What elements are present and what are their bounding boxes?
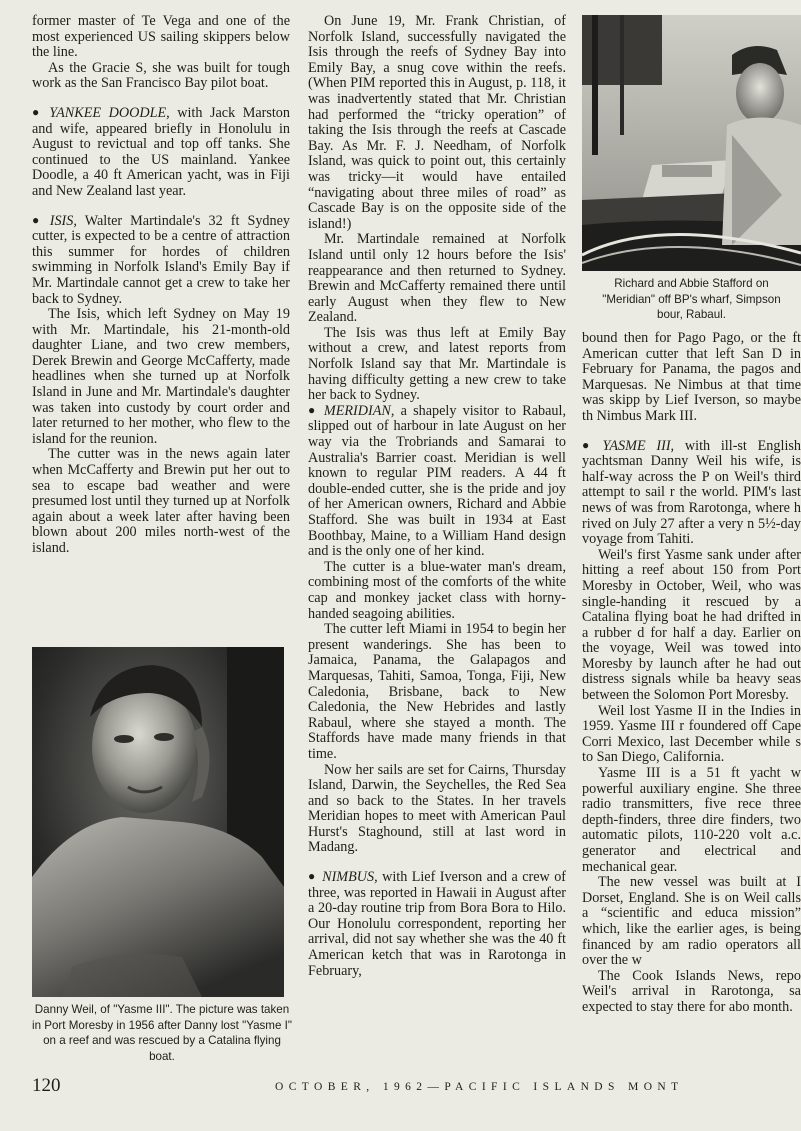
article-column-3	[582, 331, 801, 1016]
section-heading: MERIDIAN,	[323, 402, 395, 419]
bullet-icon: ●	[582, 437, 597, 452]
section-heading: NIMBUS,	[322, 869, 378, 886]
bullet-icon: ●	[308, 402, 318, 417]
paragraph: On June 19, Mr. Frank Christian, of Norfolk Island, successfully navigated the Isis through the reefs of Sydney Bay into Emily Bay, a snug cove within the reefs. (When PIM reported this in August, p. 118, it was inadvertently stated that Mr. Christian had performed the “tricky operation” of taking the Isis through the reefs at Cascade Bay. As Mr. F. J. Needham, of Norfolk Island, was quick to point out, this certainly was tricky—it would have entailed “navigating about three miles of road” as Cascade Bay is on the opposite side of the island!)	[308, 13, 566, 232]
paragraph: Mr. Martindale remained at Norfolk Island until only 12 hours before the Isis' reappearance and then returned to Sydney. Brewin and McCafferty remained there until early August when they flew to New Zealand.	[308, 231, 566, 326]
photo-caption-stafford	[582, 276, 801, 323]
paragraph-text: with ill-st English yachtsman Danny Weil his wife, is half-way across the P on Weil's third attempt to sail r the world. PIM's last news of was from Rarotonga, where h rived on July 27 after a very n 5½-day voyage from Tahiti.	[582, 437, 801, 548]
section-heading: YASME III,	[602, 437, 675, 454]
article-column-2	[308, 14, 566, 979]
section-heading: ISIS,	[49, 212, 77, 229]
bullet-icon: ●	[32, 212, 44, 227]
paragraph: As the Gracie S, she was built for tough work as the San Francisco Bay pilot boat.	[32, 59, 290, 92]
section-heading: YANKEE DOODLE,	[49, 104, 170, 121]
photo-danny-weil	[32, 647, 284, 997]
paragraph: The Isis was thus left at Emily Bay without a crew, and latest reports from Norfolk Island say that Mr. Martindale is having difficulty getting a new crew to take her back to Sydney.	[308, 324, 566, 404]
paragraph: The Cook Islands News, repo Weil's arrival in Rarotonga, sa expected to stay there for abo month.	[582, 967, 801, 1015]
article-column-1	[32, 14, 290, 557]
caption-line: bour, Rabaul.	[657, 308, 726, 322]
caption-line: Richard and Abbie Stafford on	[614, 277, 769, 290]
paragraph-meridian	[308, 404, 566, 560]
page-number: 120	[32, 1075, 61, 1096]
paragraph: Now her sails are set for Cairns, Thursday Island, Darwin, the Seychelles, the Red Sea and so back to the States. In her travels Meridian hopes to meet with American Paul Hurst's Staghound, still at last word in Madang.	[308, 761, 566, 856]
paragraph-text: with Lief Iverson and a crew of three, was reported in Hawaii in August after a 20-day routine trip from Bora Bora to Hilo. Our Honolulu correspondent, reporting her arrival, did not say whether she was the 40 ft American ketch that was in Rarotonga in February,	[308, 869, 567, 979]
page-footer	[32, 1075, 801, 1101]
bullet-icon: ●	[32, 104, 44, 119]
paragraph-text: with Jack Marston and wife, appeared briefly in Honolulu in August to revictual and top off tanks. She continued to the US mainland. Yankee Doodle, a 40 ft American yacht, was in Fiji and New Zealand last year.	[32, 104, 290, 199]
paragraph: The new vessel was built at I Dorset, England. She is on Weil calls a “scientific and educa mission” which, like the earlier ages, is being financed by am radio operators all over the w	[582, 874, 801, 969]
photo-caption-weil: Danny Weil, of "Yasme III". The picture was taken in Port Moresby in 1956 after Danny lost "Yasme I" on a reef and was rescued by a Catalina flying boat.	[32, 1003, 292, 1063]
paragraph: Weil's first Yasme sank under after hitting a reef about 150 from Port Moresby in October, Weil, who was single-handing it rescued by a Catalina flying boat he had drifted in a rubber d for half a day. Earlier on the voyage, Weil was towed into Moresby by launch after he had out distress signals while ba heavy seas between the Solomon Port Moresby.	[582, 546, 801, 704]
paragraph-yasme	[582, 439, 801, 548]
paragraph: The cutter was in the news again later when McCafferty and Brewin put her out to sea to escape bad weather and were presumed lost until they turned up at Norfolk again about a week later after having been blown about 200 miles north-west of the island.	[32, 446, 290, 556]
paragraph-text: a shapely visitor to Rabaul, slipped out of harbour in late August on her way via the Trobriands and Samarai to Australia's Barrier coast. Meridian is well known to regular PIM readers. A 44 ft double-ended cutter, she is the pride and joy of her American owners, Richard and Abbie Stafford. She was built in 1934 at East Boothbay, Maine, to a William Hand design and is the only one of her kind.	[308, 402, 567, 560]
paragraph-text: Walter Martindale's 32 ft Sydney cutter, is expected to be a centre of attraction this summer for hordes of children swimming in Norfolk Island's Emily Bay if Mr. Martindale cannot get a crew to take her back to Sydney.	[32, 212, 291, 307]
paragraph: Weil lost Yasme II in the Indies in 1959. Yasme III r foundered off Cape Corri Mexico, last December while s to San Diego, California.	[582, 702, 801, 766]
caption-line: "Meridian" off BP's wharf, Simpson	[602, 292, 781, 306]
running-head: OCTOBER, 1962—PACIFIC ISLANDS MONT	[275, 1081, 684, 1093]
paragraph: former master of Te Vega and one of the most experienced US sailing skippers below the line.	[32, 13, 290, 61]
paragraph-isis	[32, 214, 290, 308]
paragraph: bound then for Pago Pago, or the ft American cutter that left San D in February for Panama, the pagos and Marquesas. Ne Nimbus at that time was skipp by Lief Iverson, so maybe th Nimbus Mark III.	[582, 331, 801, 424]
paragraph: The Isis, which left Sydney on May 19 with Mr. Martindale, his 21-month-old daughter Liane, and two crew members, Derek Brewin and George McCafferty, made headlines when she turned up at Norfolk Island in June and Mr. Martindale's daughter was taken into custody by court order and later returned to her mother, who flew to the island for the reunion.	[32, 306, 290, 447]
paragraph: Yasme III is a 51 ft yacht w powerful auxiliary engine. She three radio transmitters, five rece three depth-finders, three dire finders, two automatic pilots, 110-220 volt a.c. generator and electrical and mechanical gear.	[582, 765, 801, 875]
bullet-icon: ●	[308, 869, 317, 884]
paragraph: The cutter left Miami in 1954 to begin her present wanderings. She has been to Jamaica, Panama, the Galapagos and Marquesas, Tahiti, Samoa, Tonga, Fiji, New Caledonia, Brisbane, back to New Caledonia, the New Hebrides and lastly Rabaul, where she stayed a month. The Staffords have made many friends in that time.	[308, 621, 566, 762]
paragraph-yankee-doodle	[32, 106, 290, 200]
paragraph-nimbus	[308, 870, 566, 979]
paragraph: The cutter is a blue-water man's dream, combining most of the comforts of the white cap and monkey jacket class with horny-handed seagoing abilities.	[308, 558, 566, 622]
photo-stafford-meridian	[582, 15, 801, 271]
